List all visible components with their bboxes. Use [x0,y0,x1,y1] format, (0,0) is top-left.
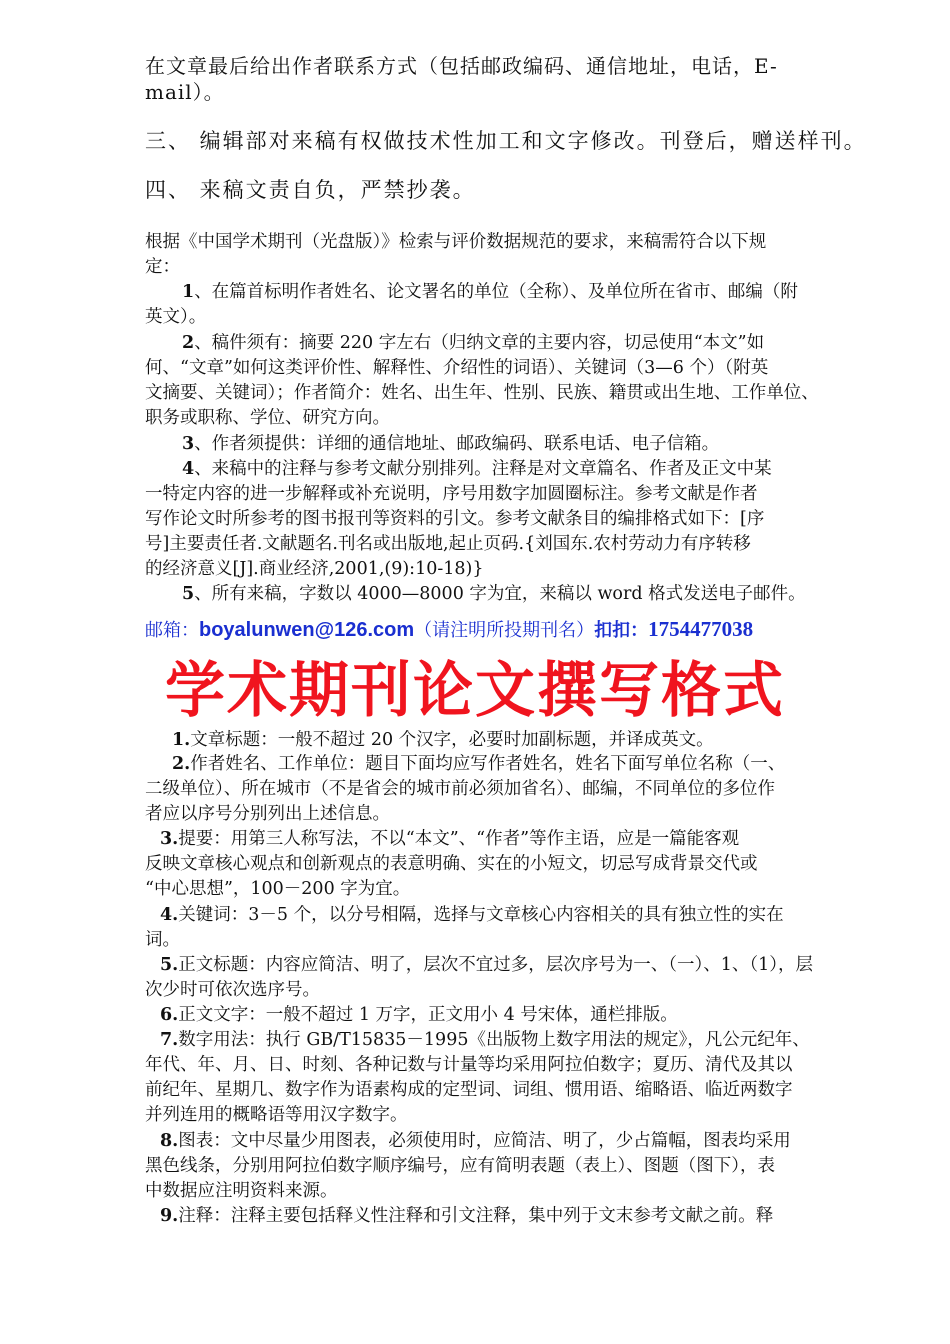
format-item [172,752,785,776]
requirement-item [182,457,772,481]
item-text: 、稿件须有：摘要 220 字左右（归纳文章的主要内容，切忌使用“本文”如 [194,333,765,353]
item-number: 3 [182,434,195,454]
requirement-text: 一特定内容的进一步解释或补充说明，序号用数字加圆圈标注。参考文献是作者 [145,484,758,504]
format-item [160,1028,810,1052]
item-text: 、所有来稿，字数以 4000—8000 字为宜，来稿以 word 格式发送电子邮件。 [194,584,806,604]
item-number: 5 [182,584,195,604]
item-text: 数字用法：执行 GB/T15835－1995《出版物上数字用法的规定》，凡公元纪年、 [178,1030,810,1050]
item-number: 5. [160,955,179,975]
email-link[interactable]: boyalunwen@126.com [199,619,415,641]
requirement-text: 的经济意义[J].商业经济,2001,(9):10-18)} [145,559,484,579]
page-title: 学术期刊论文撰写格式 [165,656,785,726]
format-item [160,1129,791,1153]
item-number: 4 [182,459,195,479]
format-item [160,903,784,927]
requirement-item [182,331,764,355]
item-text: 关键词：3－5 个，以分号相隔，选择与文章核心内容相关的具有独立性的实在 [178,905,784,925]
format-item [160,953,813,977]
item-number: 1. [172,730,191,750]
item-number: 2. [172,754,191,774]
email-label: 邮箱： [145,620,199,641]
qq-number: 1754477038 [648,617,754,641]
item-text: 、来稿中的注释与参考文献分别排列。注释是对文章篇名、作者及正文中某 [194,459,772,479]
requirement-text: 写作论文时所参考的图书报刊等资料的引文。参考文献条目的编排格式如下：[序 [145,509,765,529]
item-number: 8. [160,1131,179,1151]
item-number: 7. [160,1030,179,1050]
text-line: mail）。 [145,80,225,104]
item-number: 6. [160,1005,179,1025]
item-text: 、在篇首标明作者姓名、论文署名的单位（全称）、及单位所在省市、邮编（附 [194,282,798,302]
item-text: 正文文字：一般不超过 1 万字，正文用小 4 号宋体，通栏排版。 [178,1005,678,1025]
requirements-intro: 定： [145,257,180,277]
item-text: 图表：文中尽量少用图表，必须使用时，应简洁、明了，少占篇幅，图表均采用 [178,1131,791,1151]
item-number: 9. [160,1206,179,1226]
item-text: 注释：注释主要包括释义性注释和引文注释，集中列于文末参考文献之前。释 [178,1206,774,1226]
item-number: 4. [160,905,179,925]
item-text: 提要：用第三人称写法，不以“本文”、“作者”等作主语，应是一篇能客观 [178,829,740,849]
format-item [160,1003,678,1027]
format-item [172,728,714,752]
contact-line [145,617,753,643]
item-text: 、作者须提供：详细的通信地址、邮政编码、联系电话、电子信箱。 [194,434,720,454]
item-text: 作者姓名、工作单位：题目下面均应写作者姓名，姓名下面写单位名称（一、 [190,754,786,774]
requirement-item [182,582,806,606]
requirement-text: 号]主要责任者.文献题名.刊名或出版地,起止页码.{刘国东.农村劳动力有序转移 [145,534,751,554]
item-text: 并列连用的概略语等用汉字数字。 [145,1105,408,1125]
format-item [160,827,739,851]
requirement-text: 文摘要、关键词）；作者简介：姓名、出生年、性别、民族、籍贯或出生地、工作单位、 [145,383,819,403]
section-four: 四、 来稿文责自负，严禁抄袭。 [145,178,476,202]
section-three: 三、 编辑部对来稿有权做技术性加工和文字修改。刊登后，赠送样刊。 [145,129,867,153]
item-text: 者应以序号分别列出上述信息。 [145,804,390,824]
item-text: 二级单位）、所在城市（不是省会的城市前必须加省名）、邮编，不同单位的多位作 [145,779,775,799]
item-text: 中数据应注明资料来源。 [145,1181,338,1201]
requirement-item [182,280,798,304]
format-item [160,1204,773,1228]
item-text: 词。 [145,930,180,950]
qq-label: 扣扣： [594,620,649,641]
text-line: 在文章最后给出作者联系方式（包括邮政编码、通信地址，电话，E- [145,54,778,78]
item-number: 1 [182,282,195,302]
requirement-text: 职务或职称、学位、研究方向。 [145,408,390,428]
item-number: 2 [182,333,195,353]
item-text: 年代、年、月、日、时刻、各种记数与计量等均采用阿拉伯数字；夏历、清代及其以 [145,1055,793,1075]
item-text: 反映文章核心观点和创新观点的表意明确、实在的小短文，切忌写成背景交代或 [145,854,758,874]
item-text: 文章标题：一般不超过 20 个汉字，必要时加副标题，并译成英文。 [190,730,714,750]
requirement-text: 何、“文章”如何这类评价性、解释性、介绍性的词语）、关键词（3—6 个）（附英 [145,358,769,378]
requirements-intro: 根据《中国学术期刊（光盘版）》检索与评价数据规范的要求，来稿需符合以下规 [145,232,767,252]
item-text: 前纪年、星期几、数字作为语素构成的定型词、词组、惯用语、缩略语、临近两数字 [145,1080,793,1100]
item-text: 正文标题：内容应简洁、明了，层次不宜过多，层次序号为一、（一）、1、（1），层 [178,955,814,975]
email-note: （请注明所投期刊名） [414,620,595,641]
item-text: 次少时可依次选序号。 [145,980,320,1000]
requirement-text: 英文）。 [145,307,207,327]
item-number: 3. [160,829,179,849]
item-text: 黑色线条，分别用阿拉伯数字顺序编号，应有简明表题（表上）、图题（图下），表 [145,1156,775,1176]
requirement-item [182,432,719,456]
item-text: “中心思想”，100－200 字为宜。 [145,879,411,899]
